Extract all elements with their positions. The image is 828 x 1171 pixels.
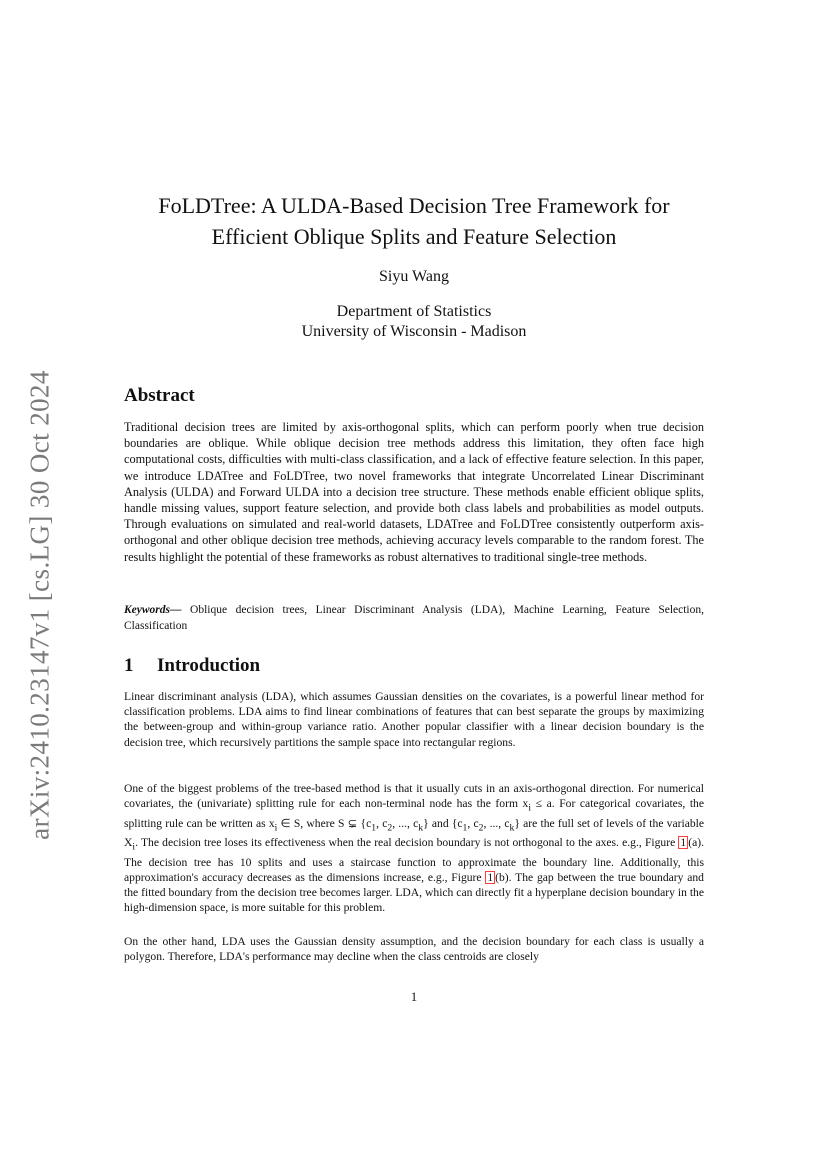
title-line-1: FoLDTree: A ULDA-Based Decision Tree Framework for <box>158 193 670 218</box>
keywords <box>124 602 704 634</box>
affiliation-university: University of Wisconsin - Madison <box>301 323 527 340</box>
section-title: Introduction <box>157 655 261 676</box>
para2-part-b: ≤ a. For categorical covariates, the splitting rule can be written as x <box>124 797 704 830</box>
keywords-text: Oblique decision trees, Linear Discriminant Analysis (LDA), Machine Learning, Feature Selection, Classification <box>124 604 705 632</box>
para2-part-e: } and {c <box>423 816 463 830</box>
section-heading <box>124 655 260 677</box>
arxiv-identifier-text: arXiv:2410.23147v1 [cs.LG] 30 Oct 2024 <box>24 370 55 840</box>
para2-part-h: (a). The decision tree has 10 splits and uses a staircase function to approximate the boundary line. Additionally, this approximation's accuracy decreases as the dimensions increase, e.g., Figure <box>124 836 704 884</box>
section-number: 1 <box>124 655 134 676</box>
figure-1-link[interactable]: 1 <box>680 836 687 850</box>
author-name: Siyu Wang <box>379 268 449 285</box>
arxiv-identifier-stamp <box>20 362 60 848</box>
paper-title <box>124 190 704 252</box>
intro-paragraph-2: One of the biggest problems of the tree-based method is that it usually cuts in an axis-orthogonal direction. For numerical covariates, the (univariate) splitting rule for each non-terminal node has the form $x_i \le a$. For categorical covariates, the splitting rule can be written as $x_i$ ∈ S, where S ⊊ {$c_1$, $c_2$, ..., $c_k$} and {$c_1$, $c_2$, ..., $c_k$} are the full set of levels of the variable $X_i$. The decision tree loses its effectiveness when the real decision boundary is not orthogonal to the axes. e.g., Figure 1 (a). The decision tree has 10 splits and uses a staircase function to approximate the boundary line. Additionally, this approximation's accuracy decreases as the dimensions increase, e.g., Figure 1 (b). The gap between the true boundary and the fitted boundary from the decision tree becomes larger. LDA, which can directly fit a hyperplane decision boundary in the high-dimension space, is more suitable for this problem. <box>124 782 705 915</box>
para2-part-f: } are the full set of levels of the variable X <box>124 816 705 850</box>
affiliation <box>124 302 704 342</box>
figure-1-link-2[interactable]: 1 <box>487 870 494 884</box>
para2-part-a: One of the biggest problems of the tree-based method is that it usually cuts in an axis-orthogonal direction. For numerical covariates, the (univariate) splitting rule for each non-terminal node has the form x <box>124 782 704 811</box>
intro-paragraph-1: Linear discriminant analysis (LDA), which assumes Gaussian densities on the covariates, is a powerful linear method for classification problems. LDA aims to find linear combinations of features that can best separate the groups by maximizing the between-group and within-group variance ratio. Another popular classifier with a linear decision boundary is the decision tree, which recursively partitions the sample space into rectangular regions. <box>124 690 704 749</box>
abstract-text: Traditional decision trees are limited by axis-orthogonal splits, which can perform poorly when true decision boundaries are oblique. While oblique decision tree methods address this limitation, they often face high computational costs, difficulties with multi-class classification, and a lack of effective feature selection. In this paper, we introduce LDATree and FoLDTree, two novel frameworks that integrate Uncorrelated Linear Discriminant Analysis (ULDA) and Forward ULDA into a decision tree structure. These methods enable efficient oblique splits, handle missing values, support feature selection, and provide both class labels and probabilities as model outputs. Through evaluations on simulated and real-world datasets, LDATree and FoLDTree consistently outperform axis-orthogonal and other oblique decision tree methods, achieving accuracy levels comparable to the random forest. The results highlight the potential of these frameworks as robust alternatives to traditional single-tree methods. <box>124 420 704 564</box>
affiliation-department: Department of Statistics <box>336 303 492 320</box>
para2-part-g: . The decision tree loses its effectiveness when the real decision boundary is not orthogonal to the axes. e.g., Figure <box>135 836 679 850</box>
title-line-2: Efficient Oblique Splits and Feature Selection <box>211 224 617 249</box>
para2-part-d: ..., c <box>395 816 419 830</box>
page-number: 1 <box>410 990 418 1004</box>
keywords-label: Keywords— <box>124 604 182 616</box>
para2-part-i: (b). The gap between the true boundary and the fitted boundary from the decision tree becomes larger. LDA, which can directly fit a hyperplane decision boundary in the high-dimension space, is more suitable for this problem. <box>124 870 704 915</box>
abstract-heading: Abstract <box>124 385 195 406</box>
intro-paragraph-3: On the other hand, LDA uses the Gaussian density assumption, and the decision boundary for each class is usually a polygon. Therefore, LDA's performance may decline when the class centroids are closely <box>124 935 704 964</box>
para2-part-c: ∈ S, where S ⊊ {c <box>277 816 372 830</box>
